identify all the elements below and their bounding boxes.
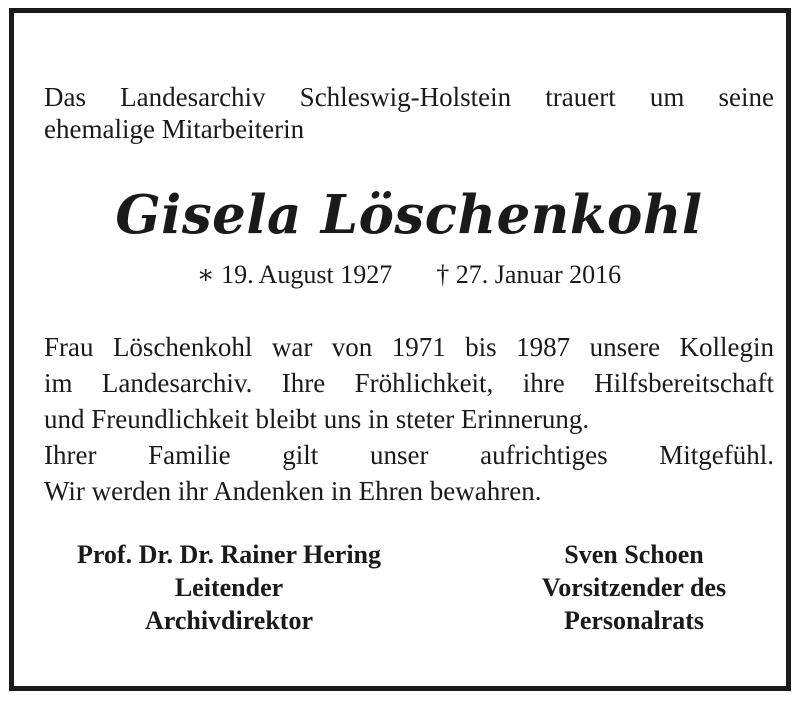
life-dates [44,259,774,291]
condolence-line-2: Wir werden ihr Andenken in Ehren bewahren. [44,476,542,506]
signatory-title-line: Personalrats [563,606,705,635]
obituary-content [44,81,774,635]
paragraph-tribute [44,329,774,437]
tribute-line-1: Frau Löschenkohl war von 1971 bis 1987 unsere Kollegin [44,332,774,362]
birth-date: ∗ 19. August 1927 [196,260,393,289]
condolence-line-1: Ihrer Familie gilt unser aufrichtiges Mitgefühl. [44,440,774,470]
tribute-line-3: und Freundlichkeit bleibt uns in steter Erinnerung. [44,404,590,434]
obituary-body [44,329,774,509]
signatory-name: Sven Schoen [564,540,704,569]
signatory-title-line: Leitender [174,573,284,602]
signatory-title-line: Vorsitzender des [541,573,727,602]
signatory-staff-council [484,538,784,637]
death-date: † 27. Januar 2016 [436,260,622,289]
paragraph-condolence [44,437,774,509]
intro-line-1: Das Landesarchiv Schleswig-Holstein trauert um seine [44,82,774,112]
signatory-name: Prof. Dr. Dr. Rainer Hering [76,540,382,569]
signatory-title-line: Archivdirektor [144,606,314,635]
signatory-director [44,538,414,637]
tribute-line-2: im Landesarchiv. Ihre Fröhlichkeit, ihre Hilfsbereitschaft [44,368,774,398]
deceased-name: Gisela Löschenkohl [115,184,703,246]
intro-text [44,81,774,145]
obituary-frame [9,8,791,691]
intro-line-2: ehemalige Mitarbeiterin [44,114,305,144]
